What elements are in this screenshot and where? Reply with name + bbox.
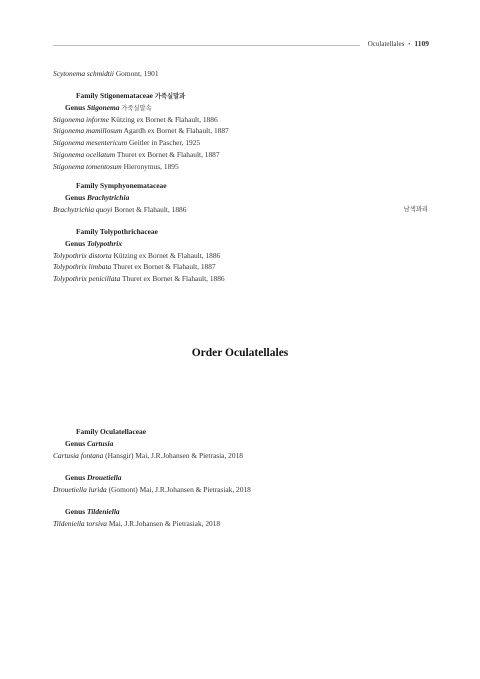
genus-name: Cartusia: [87, 438, 114, 448]
species-name: Stigonema mamillosum: [53, 126, 123, 136]
family-line: [53, 180, 186, 192]
species-name: Tolypothrix distorta: [53, 250, 112, 260]
species-name: Tolypothrix penicillata: [53, 274, 121, 284]
header-rule: [53, 45, 360, 46]
tolypothrichaceae-block: [53, 226, 225, 285]
species-line: [53, 204, 186, 216]
oculatellaceae-block: [53, 426, 243, 461]
species-name: Stigonema mesentericum: [53, 138, 128, 148]
species-line: [53, 114, 229, 126]
genus-label: Genus: [65, 507, 86, 516]
genus-name: Tolypothrix: [87, 238, 123, 248]
genus-label: Genus: [65, 192, 86, 202]
family-line: [53, 226, 225, 238]
species-name: Stigonema informe: [53, 114, 110, 124]
species-line: [53, 68, 159, 80]
species-name: Scytonema schmidtii: [53, 69, 114, 78]
stigonemataceae-block: [53, 90, 229, 173]
genus-line: [53, 506, 220, 518]
species-author: Bornet & Flahault, 1886: [114, 204, 187, 214]
species-korean-name: 남색꽈리: [403, 206, 428, 213]
species-author: Mai, J.R.Johansen & Pietrasiak, 2018: [108, 518, 221, 528]
family-name: Family Tolypothrichaceae: [76, 227, 158, 236]
family-name: Family Oculatellaceae: [76, 427, 146, 436]
species-author: Geitler in Pascher, 1925: [128, 138, 201, 148]
species-line: [53, 261, 225, 273]
species-author: Kützing ex Bornet & Flahault, 1886: [110, 114, 218, 124]
species-line: [53, 137, 229, 149]
running-header: [368, 39, 429, 48]
genus-line: [53, 102, 229, 114]
tildeniella-block: [53, 506, 220, 530]
species-name: Brachytrichia quoyi: [53, 204, 113, 214]
genus-name: Drouetiella: [87, 473, 122, 482]
species-name: Stigonema tomentosum: [53, 161, 122, 171]
symphyonemataceae-block: [53, 180, 186, 215]
scytonema-block: [53, 68, 159, 80]
species-line: [53, 161, 229, 173]
page-number: 1109: [414, 39, 429, 48]
species-author: (Gomont) Mai, J.R.Johansen & Pietrasiak, 2018: [108, 484, 251, 494]
drouetiella-block: [53, 472, 251, 496]
species-author: Thuret ex Bornet & Flahault, 1887: [116, 149, 220, 159]
species-line: [53, 250, 225, 262]
genus-line: [53, 238, 225, 250]
genus-label: Genus: [65, 102, 86, 112]
species-author: Thuret ex Bornet & Flahault, 1887: [112, 262, 216, 272]
family-name: Family Symphyonemataceae: [76, 181, 167, 190]
species-author: Gomont, 1901: [115, 69, 159, 78]
family-line: [53, 90, 229, 102]
species-author: Thuret ex Bornet & Flahault, 1886: [121, 274, 225, 284]
species-line: [53, 484, 251, 496]
genus-name: Tildeniella: [87, 507, 120, 516]
genus-korean-name: 가죽실말속: [121, 104, 152, 112]
genus-line: [53, 192, 186, 204]
species-name: Stigonema ocellatum: [53, 149, 116, 159]
genus-label: Genus: [65, 473, 86, 482]
species-line: [53, 518, 220, 530]
family-korean-name: 가죽실말과: [154, 93, 186, 100]
species-name: Tildeniella torsiva: [53, 518, 107, 528]
species-line: [53, 125, 229, 137]
genus-label: Genus: [65, 238, 86, 248]
species-author: Kützing ex Bornet & Flahault, 1886: [113, 250, 221, 260]
genus-line: [53, 438, 243, 450]
separator-dot: •: [408, 42, 411, 48]
section-title: Oculatellales: [367, 40, 405, 48]
genus-name: Stigonema: [87, 102, 120, 112]
order-heading: Order Oculatellales: [191, 347, 289, 359]
genus-label: Genus: [65, 438, 86, 448]
family-name: Family Stigonemataceae: [76, 91, 153, 100]
species-name: Drouetiella lurida: [53, 484, 107, 494]
species-name: Cartusia fontana: [53, 450, 104, 460]
genus-line: [53, 472, 251, 484]
species-name: Tolypothrix limbata: [53, 262, 112, 272]
species-author: Hieronymus, 1895: [123, 161, 179, 171]
species-line: [53, 273, 225, 285]
species-line: [53, 149, 229, 161]
species-line: [53, 450, 243, 462]
family-line: [53, 426, 243, 438]
genus-name: Brachytrichia: [87, 192, 130, 202]
species-author: (Hansgir) Mai, J.R.Johansen & Pietrasia, 2018: [105, 450, 243, 460]
species-author: Agardh ex Bornet & Flahault, 1887: [123, 126, 229, 136]
